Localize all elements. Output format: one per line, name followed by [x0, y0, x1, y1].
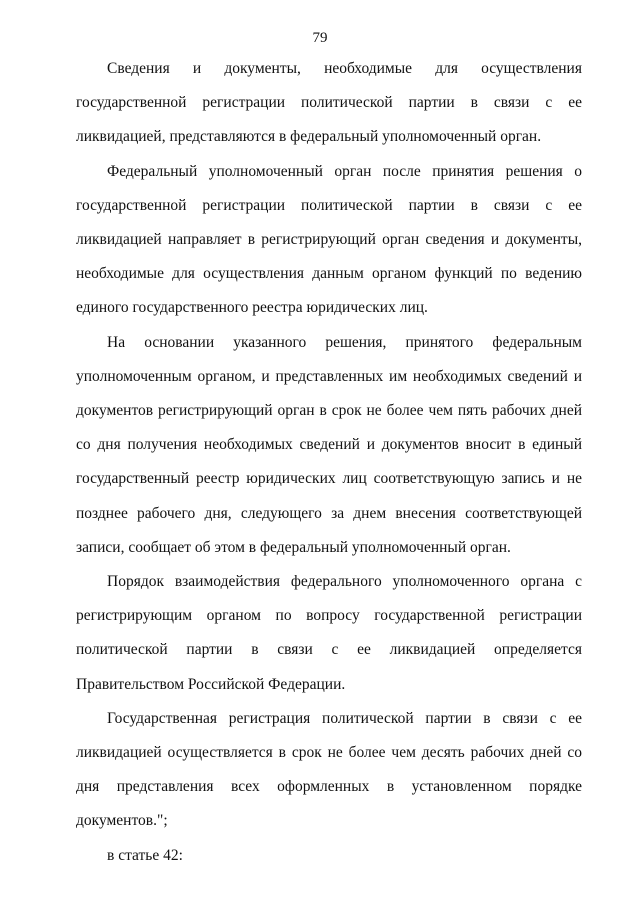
- paragraph-5: Государственная регистрация политической партии в связи с ее ликвидацией осуществляется в срок не более чем десять рабочих дней со дня представления всех оформленных в установленном порядке документов.";: [76, 709, 582, 830]
- paragraph-6: в статье 42:: [107, 846, 183, 864]
- paragraph-1: Сведения и документы, необходимые для осуществления государственной регистрации политической партии в связи с ее ликвидацией, представляются в федеральный уполномоченный орган.: [76, 60, 582, 146]
- document-body: [76, 52, 582, 873]
- paragraph-4: Порядок взаимодействия федерального уполномоченного органа с регистрирующим органом по вопросу государственной регистрации политической партии в связи с ее ликвидацией определяется Правительством Российской Федерации.: [76, 573, 582, 693]
- paragraph-2: Федеральный уполномоченный орган после принятия решения о государственной регистрации политической партии в связи с ее ликвидацией направляет в регистрирующий орган сведения и документы, необходимые для осуществления данным органом функций по ведению единого государственного реестра юридических лиц.: [76, 162, 582, 317]
- paragraph-3: На основании указанного решения, принятого федеральным уполномоченным органом, и представленных им необходимых сведений и документов регистрирующий орган в срок не более чем пять рабочих дней со дня получения необходимых сведений и документов вносит в единый государственный реестр юридических лиц соответствующую запись и не позднее рабочего дня, следующего за днем внесения соответствующей записи, сообщает об этом в федеральный уполномоченный орган.: [76, 333, 582, 556]
- page-number: 79: [312, 30, 328, 46]
